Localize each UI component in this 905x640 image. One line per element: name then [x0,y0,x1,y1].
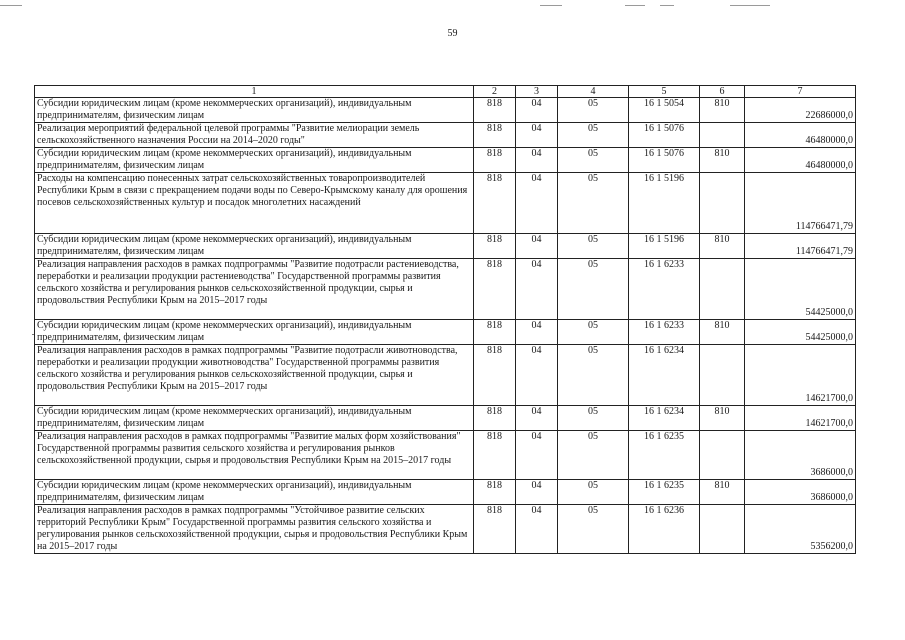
admin-code-cell: 818 [474,259,516,320]
section-cell: 04 [516,173,558,234]
table-row [35,148,856,173]
amount-cell: 54425000,0 [745,320,856,345]
section-cell: 04 [516,345,558,406]
table-row [35,345,856,406]
expense-type-cell: 810 [700,320,745,345]
target-article-cell: 16 1 6235 [629,480,700,505]
row-name-cell: Реализация мероприятий федеральной целевой программы "Развитие мелиорации земель сельскохозяйственного назначения России на 2014–2020 годы" [35,123,474,148]
table-row [35,505,856,554]
target-article-cell: 16 1 5054 [629,98,700,123]
target-article-cell: 16 1 5076 [629,123,700,148]
expense-type-cell [700,123,745,148]
column-header: 2 [474,86,516,98]
table-row [35,320,856,345]
amount-cell: 5356200,0 [745,505,856,554]
amount-cell: 114766471,79 [745,234,856,259]
amount-cell: 46480000,0 [745,148,856,173]
row-name-cell: Реализация направления расходов в рамках подпрограммы "Развитие подотрасли животноводства, переработки и реализации продукции животноводства" Государственной программы развития сельского хозяйства и регулирования рынков сельскохозяйственной продукции, сырья и продовольствия Республики Крым на 2015–2017 годы [35,345,474,406]
admin-code-cell: 818 [474,234,516,259]
admin-code-cell: 818 [474,345,516,406]
subsection-cell: 05 [558,406,629,431]
target-article-cell: 16 1 5076 [629,148,700,173]
expense-type-cell [700,505,745,554]
subsection-cell: 05 [558,480,629,505]
admin-code-cell: 818 [474,505,516,554]
subsection-cell: 05 [558,345,629,406]
amount-cell: 3686000,0 [745,480,856,505]
admin-code-cell: 818 [474,98,516,123]
section-cell: 04 [516,148,558,173]
table-row [35,480,856,505]
row-name-cell: Субсидии юридическим лицам (кроме некоммерческих организаций), индивидуальным предпринимателям, физическим лицам [35,480,474,505]
row-name-cell: Субсидии юридическим лицам (кроме некоммерческих организаций), индивидуальным предпринимателям, физическим лицам [35,320,474,345]
amount-cell: 14621700,0 [745,406,856,431]
table-row [35,431,856,480]
amount-cell: 46480000,0 [745,123,856,148]
subsection-cell: 05 [558,505,629,554]
expense-type-cell [700,431,745,480]
section-cell: 04 [516,480,558,505]
table-row [35,259,856,320]
expense-type-cell: 810 [700,98,745,123]
table-row [35,173,856,234]
admin-code-cell: 818 [474,173,516,234]
row-name-cell: Реализация направления расходов в рамках подпрограммы "Развитие подотрасли растениеводства, переработки и реализации продукции растениеводства" Государственной программы развития сельского хозяйства и регулирования рынков сельскохозяйственной продукции, сырья и продовольствия Республики Крым на 2015–2017 годы [35,259,474,320]
admin-code-cell: 818 [474,320,516,345]
column-number-row [35,86,856,98]
amount-cell: 114766471,79 [745,173,856,234]
amount-cell: 54425000,0 [745,259,856,320]
target-article-cell: 16 1 5196 [629,173,700,234]
target-article-cell: 16 1 6233 [629,320,700,345]
amount-cell: 14621700,0 [745,345,856,406]
row-name-cell: Реализация направления расходов в рамках подпрограммы "Развитие малых форм хозяйствования" Государственной программы развития сельского хозяйства и регулирования рынков сельскохозяйственной продукции, сырья и продовольствия Республики Крым на 2015–2017 годы [35,431,474,480]
section-cell: 04 [516,406,558,431]
row-name-cell: Субсидии юридическим лицам (кроме некоммерческих организаций), индивидуальным предпринимателям, физическим лицам [35,234,474,259]
row-name-cell: Реализация направления расходов в рамках подпрограммы "Устойчивое развитие сельских территорий Республики Крым" Государственной программы развития сельского хозяйства и регулирования рынков сельскохозяйственной продукции, сырья и продовольствия Республики Крым на 2015–2017 годы [35,505,474,554]
amount-cell: 3686000,0 [745,431,856,480]
expense-type-cell: 810 [700,406,745,431]
subsection-cell: 05 [558,259,629,320]
admin-code-cell: 818 [474,148,516,173]
section-cell: 04 [516,259,558,320]
subsection-cell: 05 [558,431,629,480]
amount-cell: 22686000,0 [745,98,856,123]
table-row [35,98,856,123]
section-cell: 04 [516,431,558,480]
section-cell: 04 [516,123,558,148]
admin-code-cell: 818 [474,431,516,480]
column-header: 6 [700,86,745,98]
subsection-cell: 05 [558,148,629,173]
column-header: 3 [516,86,558,98]
expense-type-cell: 810 [700,234,745,259]
target-article-cell: 16 1 6236 [629,505,700,554]
target-article-cell: 16 1 6233 [629,259,700,320]
budget-table [34,85,856,554]
row-name-cell: Субсидии юридическим лицам (кроме некоммерческих организаций), индивидуальным предпринимателям, физическим лицам [35,148,474,173]
target-article-cell: 16 1 6235 [629,431,700,480]
expense-type-cell: 810 [700,148,745,173]
page-number: 59 [447,28,458,39]
subsection-cell: 05 [558,173,629,234]
expense-type-cell: 810 [700,480,745,505]
subsection-cell: 05 [558,320,629,345]
admin-code-cell: 818 [474,406,516,431]
column-header: 1 [35,86,474,98]
admin-code-cell: 818 [474,480,516,505]
column-header: 4 [558,86,629,98]
expense-type-cell [700,173,745,234]
target-article-cell: 16 1 6234 [629,345,700,406]
expense-type-cell [700,259,745,320]
column-header: 7 [745,86,856,98]
subsection-cell: 05 [558,123,629,148]
table-row [35,406,856,431]
row-name-cell: Субсидии юридическим лицам (кроме некоммерческих организаций), индивидуальным предпринимателям, физическим лицам [35,98,474,123]
expense-type-cell [700,345,745,406]
section-cell: 04 [516,234,558,259]
table-row [35,234,856,259]
section-cell: 04 [516,320,558,345]
section-cell: 04 [516,505,558,554]
row-name-cell: Расходы на компенсацию понесенных затрат сельскохозяйственных товаропроизводителей Республики Крым в связи с прекращением подачи воды по Северо-Крымскому каналу для орошения посевов сельскохозяйственных культур и посадок многолетних насаждений [35,173,474,234]
target-article-cell: 16 1 5196 [629,234,700,259]
table-row [35,123,856,148]
admin-code-cell: 818 [474,123,516,148]
subsection-cell: 05 [558,98,629,123]
row-name-cell: Субсидии юридическим лицам (кроме некоммерческих организаций), индивидуальным предпринимателям, физическим лицам [35,406,474,431]
section-cell: 04 [516,98,558,123]
target-article-cell: 16 1 6234 [629,406,700,431]
subsection-cell: 05 [558,234,629,259]
column-header: 5 [629,86,700,98]
